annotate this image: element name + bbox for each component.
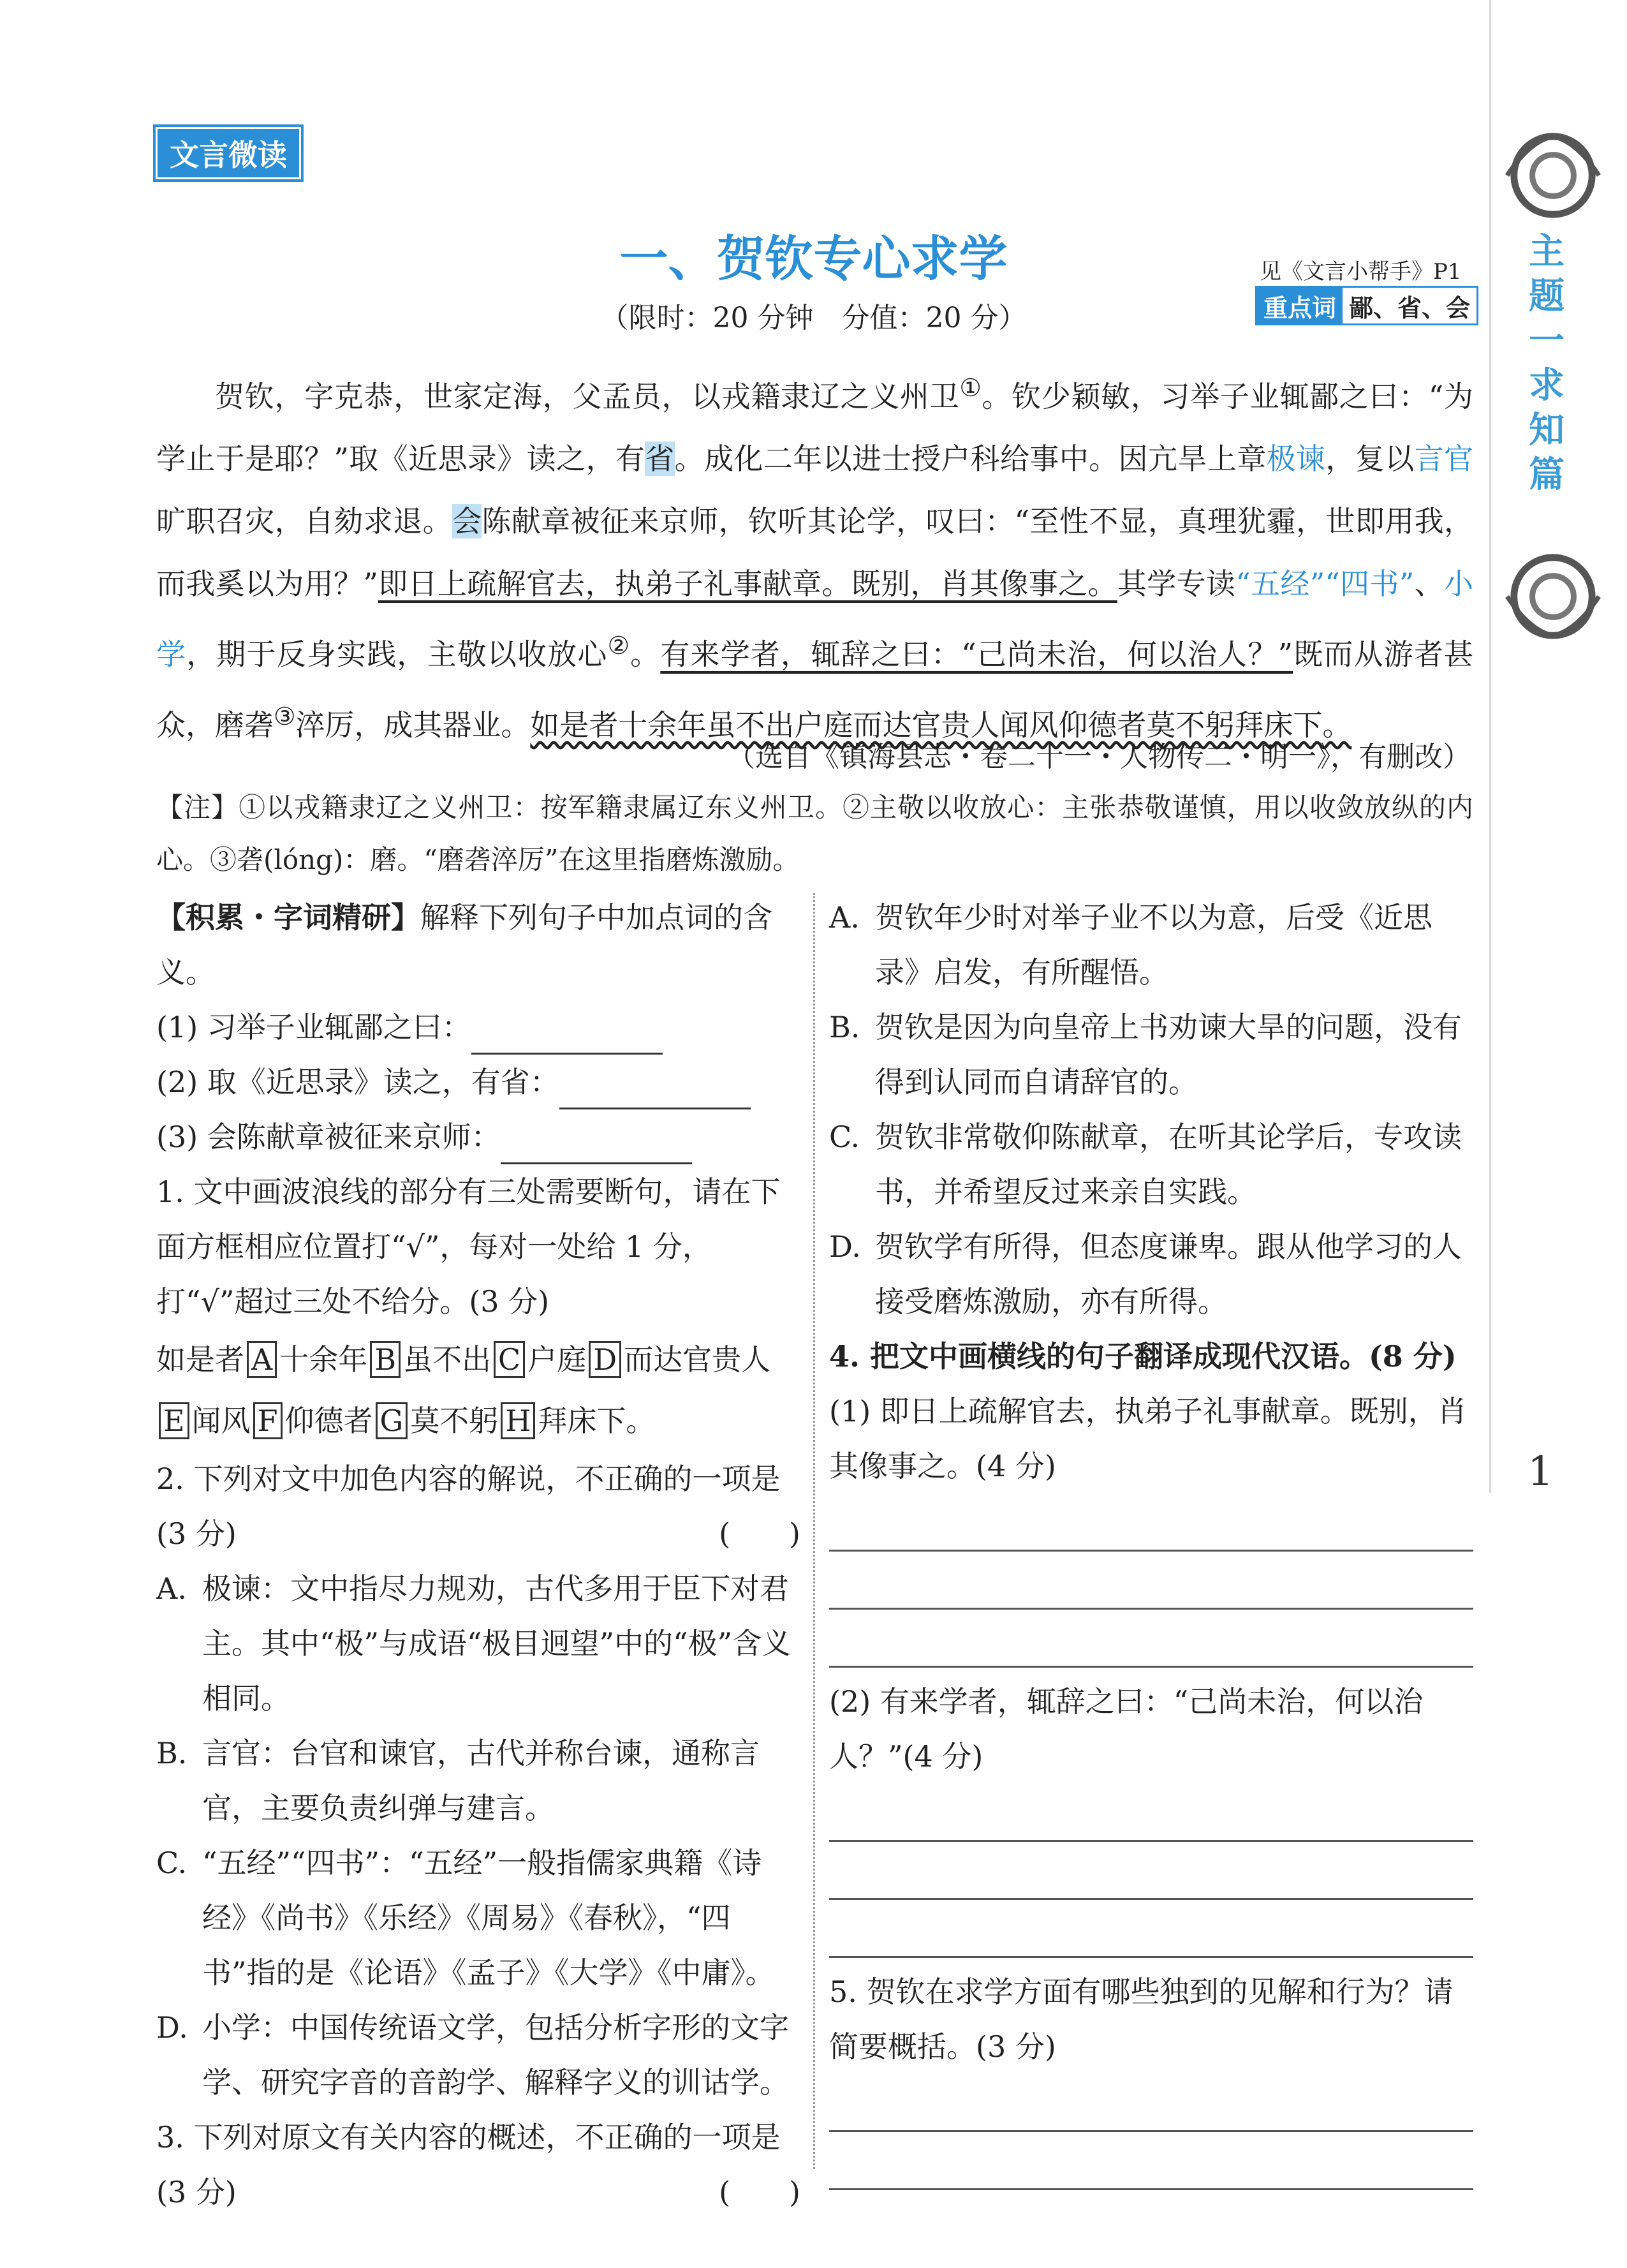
answer-blank[interactable] [471, 1019, 663, 1055]
page-title: 一、贺钦专心求学 [619, 230, 1008, 287]
wavy-sentence: 如是者十余年虽不出户庭而达官贵人闻风仰德者莫不躬拜床下。 [530, 707, 1352, 742]
answer-blank[interactable] [501, 1129, 692, 1164]
question-4: 4. 把文中画横线的句子翻译成现代汉语。(8 分) [829, 1339, 1457, 1374]
underlined-sentence: 即日上疏解官去，执弟子礼事献章。既别，肖其像事之。 [378, 567, 1117, 602]
passage-source: （选自《镇海县志・卷二十一・人物传二・明一》，有删改） [727, 741, 1471, 773]
colored-term: 小学 [156, 567, 1474, 672]
check-box[interactable]: H [501, 1402, 535, 1439]
check-box[interactable]: C [494, 1341, 525, 1378]
vocab-section: 【积累・字词精研】解释下列句子中加点词的含义。 [156, 900, 772, 989]
time-score-subtitle: （限时：20 分钟 分值：20 分） [600, 302, 1027, 334]
answer-line[interactable] [829, 1784, 1473, 1842]
option-c[interactable]: C. “五经”“四书”：“五经”一般指儒家典籍《诗经》《尚书》《乐经》《周易》《春秋》，“四书”指的是《论语》《孟子》《大学》《中庸》。 [156, 1846, 775, 1990]
footnotes: 【注】①以戎籍隶辽之义州卫：按军籍隶属辽东义州卫。②主敬以收放心：主张恭敬谨慎，用以收敛放纵的内心。③砻(lóng)：磨。“磨砻淬厉”在这里指磨炼激励。 [156, 792, 1473, 875]
vertical-section-title: 主题一 求知篇 [1529, 231, 1564, 496]
answer-paren[interactable]: ( ) [719, 1516, 800, 1551]
left-column [156, 890, 800, 2220]
question-1: 1. 文中画波浪线的部分有三处需要断句，请在下面方框相应位置打“√”，每对一处给 1 分，打“√”超过三处不给分。(3 分) [156, 1175, 781, 1319]
colored-term: 极谏 [1266, 441, 1326, 477]
check-box[interactable]: E [159, 1402, 189, 1439]
answer-line[interactable] [829, 1842, 1473, 1900]
classical-passage: 贺钦，字克恭，世家定海，父孟员，以戎籍隶辽之义州卫①。钦少颖敏，习举子业辄鄙之曰：“为学止于是耶？”取《近思录》读之，有省。成化二年以进士授户科给事中。因亢旱上章极谏，复以言官旷职召灾，自劾求退。会陈献章被征来京师，钦听其论学，叹曰：“至性不显，真理犹霾，世即用我，而我奚以为用？”即日上疏解官去，执弟子礼事献章。既别，肖其像事之。其学专读“五经”“四书”、小学，期于反身实践，主敬以收放心②。有来学者，辄辞之曰：“己尚未治，何以治人？”既而从游者甚众，磨砻③淬厉，成其器业。如是者十余年虽不出户庭而达官贵人闻风仰德者莫不躬拜床下。 [156, 374, 1474, 742]
check-box[interactable]: G [376, 1402, 408, 1439]
vocab-item: (3) 会陈献章被征来京师： [156, 1109, 800, 1164]
answer-line[interactable] [829, 1610, 1473, 1668]
answer-line[interactable] [829, 1493, 1473, 1552]
check-box[interactable]: D [589, 1341, 621, 1378]
colored-term: “五经”“四书” [1235, 567, 1415, 602]
answer-line[interactable] [829, 2074, 1473, 2132]
segmentation-boxes: 如是者 A 十余年 B 虽不出 C 户庭 D 而达官贵人E 闻风 F 仰德者 G 莫不躬 H 拜床下。 [156, 1342, 771, 1438]
dotted-word: 省 [645, 441, 675, 477]
answer-line[interactable] [829, 1900, 1473, 1958]
ornament-icon [1496, 539, 1610, 654]
question-3: 3. 下列对原文有关内容的概述，不正确的一项是(3 分) ( ) [156, 2110, 800, 2220]
option-d[interactable]: D. 小学：中国传统语文学，包括分析字形的文字学、研究字音的音韵学、解释字义的训诂学。 [156, 2010, 789, 2100]
keyword-box [1255, 286, 1478, 325]
reference-note: 见《文言小帮手》P1 [1260, 259, 1462, 285]
answer-line[interactable] [829, 2132, 1473, 2190]
question-2: 2. 下列对文中加色内容的解说，不正确的一项是(3 分) ( ) [156, 1451, 800, 1561]
ornament-icon [1496, 118, 1610, 233]
option-b[interactable]: B. 言官：台官和谏官，古代并称台谏，通称言官，主要负责纠弹与建言。 [156, 1736, 760, 1825]
answer-line[interactable] [829, 1552, 1473, 1610]
option-b[interactable]: B. 贺钦是因为向皇帝上书劝谏大旱的问题，没有得到认同而自请辞官的。 [829, 1010, 1462, 1099]
question-5: 5. 贺钦在求学方面有哪些独到的见解和行为？请简要概括。(3 分) [829, 1975, 1454, 2064]
check-box[interactable]: F [253, 1402, 283, 1439]
question-4-1: (1) 即日上疏解官去，执弟子礼事献章。既别，肖其像事之。(4 分) [829, 1394, 1467, 1483]
column-divider [813, 893, 815, 2169]
check-box[interactable]: A [247, 1341, 277, 1378]
option-d[interactable]: D. 贺钦学有所得，但态度谦卑。跟从他学习的人接受磨炼激励，亦有所得。 [829, 1229, 1462, 1319]
option-a[interactable]: A. 贺钦年少时对举子业不以为意，后受《近思录》启发，有所醒悟。 [829, 900, 1432, 989]
section-tag: 文言微读 [153, 124, 304, 182]
page-number: 1 [1528, 1448, 1554, 1495]
colored-term: 言官 [1414, 441, 1474, 477]
underlined-sentence: 有来学者，辄辞之曰：“己尚未治，何以治人？” [660, 637, 1293, 672]
check-box[interactable]: B [370, 1341, 401, 1378]
answer-blank[interactable] [559, 1074, 751, 1109]
option-c[interactable]: C. 贺钦非常敬仰陈献章，在听其论学后，专攻读书，并希望反过来亲自实践。 [829, 1120, 1462, 1209]
question-4-2: (2) 有来学者，辄辞之曰：“己尚未治，何以治人？”(4 分) [829, 1684, 1424, 1774]
keyword-label: 重点词 [1257, 288, 1343, 323]
vocab-item: (1) 习举子业辄鄙之曰： [156, 1000, 800, 1055]
keyword-value: 鄙、省、会 [1349, 293, 1471, 322]
answer-paren[interactable]: ( ) [719, 2175, 800, 2209]
vocab-item: (2) 取《近思录》读之，有省： [156, 1055, 800, 1109]
option-a[interactable]: A. 极谏：文中指尽力规劝，古代多用于臣下对君主。其中“极”与成语“极目迥望”中的“极”含义相同。 [156, 1571, 791, 1716]
right-column [829, 890, 1473, 2190]
dotted-word: 会 [452, 504, 482, 539]
